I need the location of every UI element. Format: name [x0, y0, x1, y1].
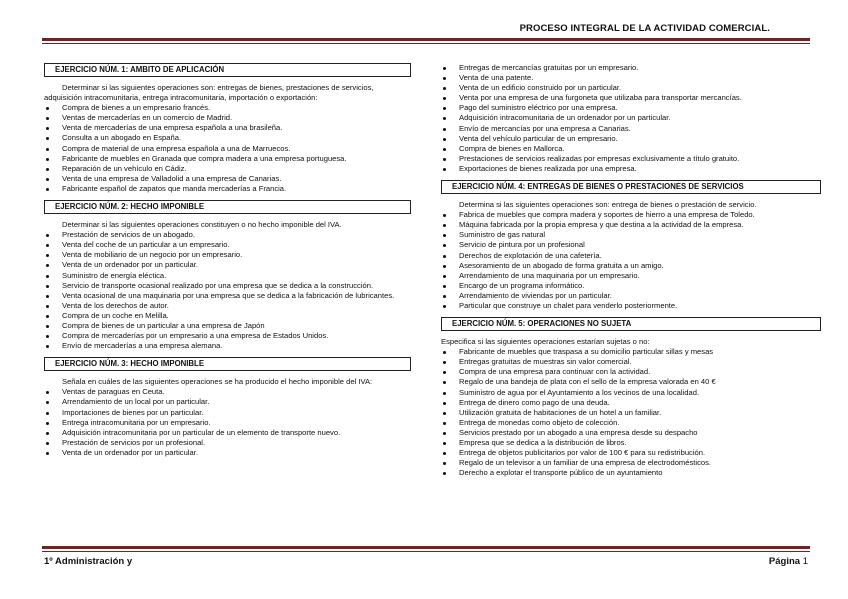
- list-item: Fabrica de muebles que compra madera y soportes de hierro a una empresa de Toledo.: [441, 210, 821, 220]
- exercise-2-intro: Determinar si las siguientes operaciones constituyen o no hecho imponible del IVA.: [62, 220, 342, 230]
- list-item: Entregas de mercancías gratuitas por un empresario.: [441, 63, 821, 73]
- footer-page: [769, 556, 808, 567]
- list-item: Adquisición intracomunitaria de un ordenador por un particular.: [441, 113, 821, 123]
- exercise-5-intro: Especifica si las siguientes operaciones estarían sujetas o no:: [441, 337, 650, 347]
- list-item: Exportaciones de bienes realizada por una empresa.: [441, 164, 821, 174]
- exercise-5-list: [441, 347, 821, 478]
- list-item: Venta de un ordenador por un particular.: [44, 448, 411, 458]
- list-item: Máquina fabricada por la propia empresa y que destina a la actividad de la empresa.: [441, 220, 821, 230]
- exercise-1-intro: Determinar si las siguientes operaciones son: entregas de bienes, prestaciones de servicios, adquisición intracomunitaria, entrega intracomunitaria, importación o exportación:: [44, 83, 374, 103]
- list-item: Arrendamiento de un local por un particular.: [44, 397, 411, 407]
- list-item: Servicios prestado por un abogado a una empresa desde su despacho: [441, 428, 821, 438]
- list-item: Suministro de energía eléctica.: [44, 271, 411, 281]
- list-item: Importaciones de bienes por un particular.: [44, 408, 411, 418]
- list-item: Adquisición intracomunitaria por un particular de un elemento de transporte nuevo.: [44, 428, 411, 438]
- exercise-4-list: [441, 210, 821, 311]
- exercise-3-intro: Señala en cuáles de las siguientes operaciones se ha producido el hecho imponible del IVA:: [62, 377, 373, 387]
- footer-course: 1º Administración y: [44, 556, 133, 567]
- list-item: Compra de bienes en Mallorca.: [441, 144, 821, 154]
- list-item: Compra de bienes de un particular a una empresa de Japón: [44, 321, 411, 331]
- exercise-2-title: EJERCICIO NÚM. 2: HECHO IMPONIBLE: [44, 200, 411, 214]
- list-item: Regalo de un televisor a un familiar de una empresa de electrodomésticos.: [441, 458, 821, 468]
- list-item: Venta del coche de un particular a un empresario.: [44, 240, 411, 250]
- list-item: Derechos de explotación de una cafetería.: [441, 251, 821, 261]
- list-item: Ventas de mercaderías en un comercio de Madrid.: [44, 113, 411, 123]
- exercise-3-title: EJERCICIO NÚM. 3: HECHO IMPONIBLE: [44, 357, 411, 371]
- page-number: 1: [802, 556, 808, 567]
- list-item: Venta de un edificio construido por un particular.: [441, 83, 821, 93]
- right-column: [441, 63, 821, 478]
- list-item: Compra de material de una empresa española a una de Marruecos.: [44, 144, 411, 154]
- list-item: Venta de los derechos de autor.: [44, 301, 411, 311]
- list-item: Servicio de pintura por un profesional: [441, 240, 821, 250]
- list-item: Prestación de servicios de un abogado.: [44, 230, 411, 240]
- list-item: Compra de mercaderías por un empresario a una empresa de Estados Unidos.: [44, 331, 411, 341]
- list-item: Regalo de una bandeja de plata con el sello de la empresa valorada en 40 €: [441, 377, 821, 387]
- list-item: Servicio de transporte ocasional realizado por una empresa que se dedica a la construcción.: [44, 281, 411, 291]
- exercise-4-intro: Determina si las siguientes operaciones son: entrega de bienes o prestación de servicio.: [459, 200, 757, 210]
- list-item: Pago del suministro eléctrico por una empresa.: [441, 103, 821, 113]
- exercise-3-list: [44, 387, 411, 458]
- list-item: Compra de una empresa para continuar con la actividad.: [441, 367, 821, 377]
- exercise-1-list: [44, 103, 411, 194]
- list-item: Suministro de gas natural: [441, 230, 821, 240]
- list-item: Consulta a un abogado en España.: [44, 133, 411, 143]
- list-item: Encargo de un programa informático.: [441, 281, 821, 291]
- list-item: Fabricante español de zapatos que manda mercaderías a Francia.: [44, 184, 411, 194]
- left-column: [44, 63, 411, 458]
- list-item: Asesoramiento de un abogado de forma gratuita a un amigo.: [441, 261, 821, 271]
- header-rule-thin: [42, 43, 810, 44]
- list-item: Entrega de dinero como pago de una deuda.: [441, 398, 821, 408]
- list-item: Reparación de un vehículo en Cádiz.: [44, 164, 411, 174]
- list-item: Venta de mercaderías de una empresa española a una brasileña.: [44, 123, 411, 133]
- list-item: Utilización gratuita de habitaciones de un hotel a un familiar.: [441, 408, 821, 418]
- header-rule: [42, 38, 810, 41]
- list-item: Compra de bienes a un empresario francés.: [44, 103, 411, 113]
- exercise-5-title: EJERCICIO NÚM. 5: OPERACIONES NO SUJETA: [441, 317, 821, 331]
- list-item: Arrendamiento de una maquinaria por un empresario.: [441, 271, 821, 281]
- list-item: Prestaciones de servicios realizadas por empresas exclusivamente a título gratuito.: [441, 154, 821, 164]
- list-item: Venta de una patente.: [441, 73, 821, 83]
- document-header-title: PROCESO INTEGRAL DE LA ACTIVIDAD COMERCIAL.: [519, 23, 770, 34]
- exercise-3-continued-list: [441, 63, 821, 174]
- page-label: Página: [768, 556, 801, 567]
- list-item: Entrega intracomunitaria por un empresario.: [44, 418, 411, 428]
- exercise-1-title: EJERCICIO NÚM. 1: AMBITO DE APLICACIÓN: [44, 63, 411, 77]
- list-item: Venta del vehículo particular de un empresario.: [441, 134, 821, 144]
- list-item: Empresa que se dedica a la distribución de libros.: [441, 438, 821, 448]
- list-item: Entregas gratuitas de muestras sin valor comercial.: [441, 357, 821, 367]
- list-item: Ventas de paraguas en Ceuta.: [44, 387, 411, 397]
- list-item: Venta de una empresa de Valladolid a una empresa de Canarias.: [44, 174, 411, 184]
- list-item: Fabricante de muebles que traspasa a su domicilio particular sillas y mesas: [441, 347, 821, 357]
- list-item: Venta de un ordenador por un particular.: [44, 260, 411, 270]
- exercise-2-list: [44, 230, 411, 351]
- list-item: Venta por una empresa de una furgoneta que utilizaba para transportar mercancías.: [441, 93, 821, 103]
- exercise-4-title: EJERCICIO NÚM. 4: ENTREGAS DE BIENES O PRESTACIONES DE SERVICIOS: [441, 180, 821, 194]
- list-item: Venta ocasional de una maquinaria por una empresa que se dedica a la fabricación de lubricantes.: [44, 291, 411, 301]
- list-item: Prestación de servicios por un profesional.: [44, 438, 411, 448]
- list-item: Fabricante de muebles en Granada que compra madera a una empresa portuguesa.: [44, 154, 411, 164]
- list-item: Derecho a explotar el transporte público de un ayuntamiento: [441, 468, 821, 478]
- list-item: Entrega de monedas como objeto de colección.: [441, 418, 821, 428]
- list-item: Compra de un coche en Melilla.: [44, 311, 411, 321]
- footer-rule: [42, 546, 810, 549]
- list-item: Envío de mercaderías a una empresa alemana.: [44, 341, 411, 351]
- list-item: Venta de mobiliario de un negocio por un empresario.: [44, 250, 411, 260]
- list-item: Suministro de agua por el Ayuntamiento a los vecinos de una localidad.: [441, 388, 821, 398]
- list-item: Particular que construye un chalet para venderlo posteriormente.: [441, 301, 821, 311]
- list-item: Envío de mercancías por una empresa a Canarias.: [441, 124, 821, 134]
- list-item: Arrendamiento de viviendas por un particular.: [441, 291, 821, 301]
- list-item: Entrega de objetos publicitarios por valor de 100 € para su redistribución.: [441, 448, 821, 458]
- footer-rule-thin: [42, 551, 810, 552]
